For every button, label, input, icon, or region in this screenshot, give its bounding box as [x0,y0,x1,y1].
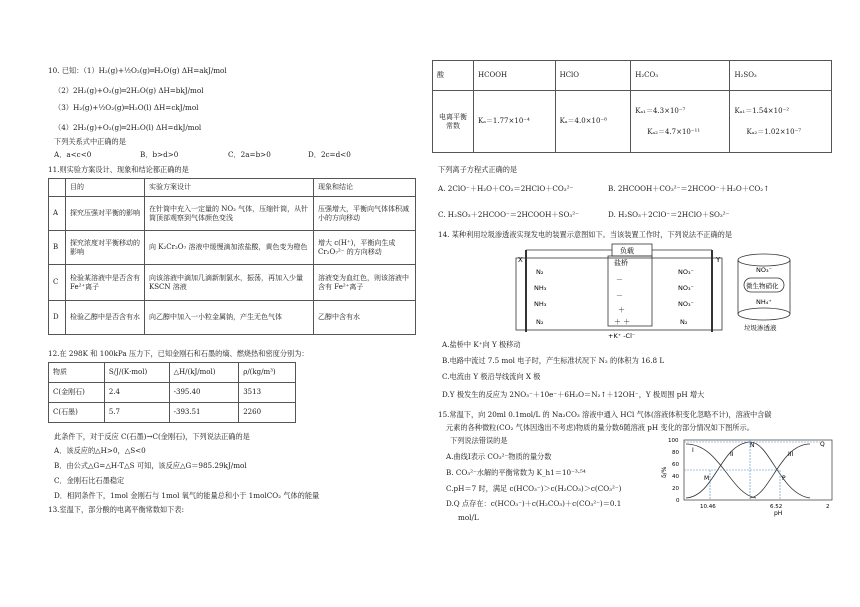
ytick: 0 [676,498,680,504]
q14-opt-d: D.Y 极发生的反应为 2NO₃⁻＋10e⁻＋6H₂O＝N₂↑＋12OH⁻，Y 极周围 pH 增大 [442,390,705,399]
q14-opt-b: B.电路中流过 7.5 mol 电子时，产生标准状况下 N₂ 的体积为 16.8 L [442,356,665,365]
q13-opt-a: A. 2ClO⁻＋H₂O＋CO₂＝2HClO＋CO₃²⁻ [438,184,574,193]
q13-k-label: 电离平衡常数 [433,91,474,153]
ytick: 20 [672,486,679,492]
load-label: 负载 [620,247,634,255]
q12-cell: C(石墨) [49,403,105,423]
ytick: 60 [672,462,679,468]
xtick: 6.52 [770,504,783,510]
q12-h3: ρ/(kg/m³) [239,363,296,383]
tank-label: 微生物硝化 [746,282,779,290]
q11-h2: 实验方案设计 [145,179,314,197]
q11-cell: 溶液变为血红色，则该溶液中含有 Fe²⁺离子 [314,265,416,301]
minus-sign: － [616,292,623,300]
table-row [49,231,416,265]
q13-stem: 13.室温下，部分酸的电离平衡常数如下表: [48,505,185,514]
curve-label: II [730,451,734,458]
n2-label: N₂ [536,318,544,326]
q11-cell: 乙醇中含有水 [314,301,416,335]
q12-opt-d: D．相同条件下，1mol 金刚石与 1mol 氧气的能量总和小于 1molCO₂ 气体的能量 [54,491,320,500]
q12-opt-a: A．该反应的△H>0，△S<0 [54,446,146,455]
q10-ask: 下列关系式中正确的是 [54,137,126,146]
q11-cell: A [49,197,66,231]
y-label: Y [716,256,721,264]
q12-h1: S/J/(K·mol) [104,363,169,383]
q13-table [432,60,832,153]
table-row [49,383,296,403]
plus-sign: ＋ [618,306,625,314]
q11-cell: B [49,231,66,265]
leach-label: 垃圾渗透液 [744,324,777,332]
q15-opt-c: C.pH＝7 时，满足 c(HCO₃⁻)＞c(H₂CO₃)＞c(CO₃²⁻) [446,484,622,493]
q11-cell: 检验乙醇中是否含有水 [66,301,145,335]
q11-cell: 向乙醇中加入一小粒金属钠，产生无色气体 [145,301,314,335]
q10-eq2: （2）2H₂(g)+O₂(g)═2H₂O(g) ΔH=bkJ/mol [54,86,204,95]
tank-no3: NO₃⁻ [756,266,773,274]
q13-opt-c: C. H₂SO₃＋2HCOO⁻＝2HCOOH＋SO₃²⁻ [438,210,579,219]
q10-eq3: （3）H₂(g)+½O₂(g)═H₂O(l) ΔH=ckJ/mol [54,103,199,112]
tank-top [738,254,790,266]
q11-cell: 增大 c(H⁺)，平衡向生成 Cr₂O₇²⁻ 的方向移动 [314,231,416,265]
curve-label: III [788,451,794,458]
curve-i [686,444,756,498]
q12-stem: 12.在 298K 和 100kPa 压力下，已知金刚石和石墨的熵、燃烧热和密度分别为： [48,349,309,358]
table-row [49,197,416,231]
q11-h0 [49,179,66,197]
ions-label: +K⁺ -Cl⁻ [608,332,636,340]
q12-h0: 物质 [49,363,105,383]
q12-table [48,362,296,423]
q15-opt-a: A.曲线Ⅰ表示 CO₃²⁻物质的量分数 [446,452,552,461]
q13-ask: 下列离子方程式正确的是 [438,165,518,174]
no3-label: NO₃⁻ [678,300,695,308]
table-row [49,301,416,335]
q10-opt-d: D．2c=d<0 [308,150,351,159]
q15-stem-1: 15.常温下，向 20ml 0.1mol/L 的 Na₂CO₃ 溶液中通入 HCl 气体(溶液体积变化忽略不计)，溶液中含碳 [438,410,772,419]
q14-opt-a: A.盐桥中 K⁺向 Y 极移动 [442,340,521,349]
ytick: 80 [672,450,679,456]
table-row [49,403,296,423]
q13-k-cell [631,91,730,153]
q13-k2: Kₐ₂＝4.7×10⁻¹¹ [647,127,701,136]
q14-figure [512,242,792,342]
q13-acid: H₂SO₃ [730,61,832,91]
q11-stem: 11.则实验方案设计、现象和结论都正确的是 [48,165,189,174]
q11-cell: 向 K₂Cr₂O₇ 溶液中缓慢滴加浓盐酸，黄色变为橙色 [145,231,314,265]
q13-k: Kₐ₁＝1.54×10⁻² [734,106,790,115]
q15-stem-2: 元素的各种微粒(CO₂ 气体因逸出不考虑)物质的量分数δ随溶液 pH 变化的部分情况如下图所示。 [446,423,754,432]
no3-label: NO₃⁻ [678,268,695,276]
minus-sign: － [616,276,623,284]
q11-table [48,178,416,335]
q12-cell: -393.51 [169,403,239,423]
q11-cell: 压强增大，平衡向气体体积减小的方向移动 [314,197,416,231]
point-label: P [782,475,786,482]
q12-ask: 此条件下，对于反应 C(石墨)→C(金刚石)，下列说法正确的是 [54,432,250,441]
no3-label: NO₃⁻ [678,284,695,292]
q13-header-label: 酸 [433,61,474,91]
q13-acid: H₂CO₃ [631,61,730,91]
q13-acid: HClO [555,61,631,91]
q11-h3: 现象和结论 [314,179,416,197]
q12-opt-c: C．金刚石比石墨稳定 [54,476,125,485]
q15-opt-d: D.Q 点存在：c(HCO₃⁻)＋c(H₂CO₃)＋c(CO₃²⁻)＝0.1 [446,499,622,508]
q13-k: Kₐ＝4.0×10⁻⁸ [555,91,631,153]
q11-cell: 向该溶液中滴加几滴新制氯水，振荡，再加入少量 KSCN 溶液 [145,265,314,301]
nh3-label: NH₃ [534,300,547,308]
q13-opt-d: D. H₂SO₃＋2ClO⁻＝2HClO＋SO₃²⁻ [608,210,730,219]
ytick: 40 [672,474,679,480]
q14-opt-c: C.电流由 Y 极沿导线流向 X 极 [442,372,541,381]
q13-acid: HCOOH [474,61,556,91]
table-row [433,91,832,153]
q10-opt-a: A．a<c<0 [54,150,92,159]
q13-k-cell [730,91,832,153]
table-row [49,265,416,301]
q11-cell: C [49,265,66,301]
q11-cell: 探究浓度对平衡移动的影响 [66,231,145,265]
q15-opt-b: B. CO₃²⁻水解的平衡常数为 K_h1＝10⁻³·⁵⁴ [446,468,586,477]
q13-k: Kₐ₁＝4.3×10⁻⁷ [635,106,686,115]
q10-eq4: （4）2H₂(g)+O₂(g)═2H₂O(l) ΔH=dkJ/mol [54,123,202,132]
q12-cell: 5.7 [104,403,169,423]
q13-k2: Kₐ₂＝1.02×10⁻⁷ [746,127,802,136]
point-label: Q [820,441,825,448]
point-label: N [750,442,755,449]
n2-label: N₂ [536,268,544,276]
n2-label: N₂ [680,318,688,326]
q10-opt-b: B．b>d>0 [140,150,179,159]
nh3-label: NH₃ [534,284,547,292]
q10-opt-c: C．2a=b>0 [228,150,271,159]
curve-label: I [692,447,694,454]
q14-stem: 14. 某种利用垃圾渗透液实现发电的装置示意图如下。当该装置工作时，下列说法不正确的是 [438,230,733,239]
q11-cell: 在针筒中充入一定量的 NO₂ 气体，压缩针筒，从针筒顶部观察到气体颜色变浅 [145,197,314,231]
q13-opt-b: B. 2HCOOH＋CO₃²⁻＝2HCOO⁻＋H₂O＋CO₂↑ [608,184,770,193]
q15-opt-d-cont: mol/L [458,513,479,522]
q12-cell: 2260 [239,403,296,423]
plus-sign: ＋ ＋ [614,318,631,326]
q11-cell: 检验某溶液中是否含有 Fe²⁺离子 [66,265,145,301]
q15-ask: 下列说法错误的是 [450,436,508,445]
q11-h1: 目的 [66,179,145,197]
q11-cell: 探究压强对平衡的影响 [66,197,145,231]
bridge-label: 盐桥 [614,259,628,267]
xtick: 2 [826,504,830,510]
q12-cell: 3513 [239,383,296,403]
q12-opt-b: B．由公式△G=△H-T△S 可知，该反应△G＝985.29kJ/mol [54,461,247,470]
q13-k: Kₐ＝1.77×10⁻⁴ [474,91,556,153]
q12-cell: C(金刚石) [49,383,105,403]
q11-cell: D [49,301,66,335]
q10-stem: 10. 已知：（1）H₂(g)+½O₂(g)═H₂O(g) ΔH=akJ/mol [48,66,227,75]
ytick: 100 [668,438,679,444]
x-label: X [518,256,523,264]
chart-xlabel: pH [774,510,783,517]
chart-ylabel: δ/% [661,466,668,478]
q12-cell: 2.4 [104,383,169,403]
xtick: 10.46 [700,504,716,510]
tank-nh4: NH₄⁺ [756,298,772,306]
q12-cell: -395.40 [169,383,239,403]
q15-chart [660,434,838,518]
point-label: M [704,475,710,482]
q12-h2: △H/(kJ/mol) [169,363,239,383]
